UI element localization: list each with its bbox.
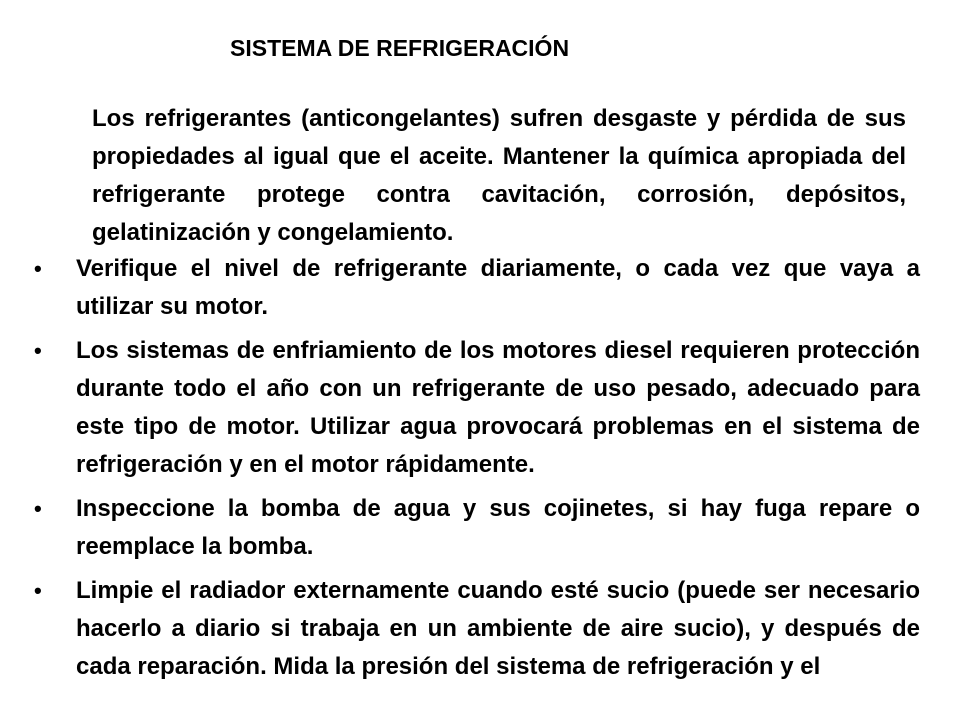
- bullet-marker: •: [34, 578, 42, 603]
- bullet-marker: •: [34, 256, 42, 281]
- bullet-item-radiator-cleaning: [34, 572, 920, 686]
- bullet-text: Verifique el nivel de refrigerante diariamente, o cada vez que vaya a utilizar su motor.: [76, 255, 920, 320]
- bullet-text: Los sistemas de enfriamiento de los motores diesel requieren protección durante todo el año con un refrigerante de uso pesado, adecuado para este tipo de motor. Utilizar agua provocará problemas en el sistema de refrigeración y en el motor rápidamente.: [76, 337, 920, 478]
- bullet-text: Limpie el radiador externamente cuando esté sucio (puede ser necesario hacerlo a diario si trabaja en un ambiente de aire sucio), y después de cada reparación. Mida la presión del sistema de refrigeración y el: [76, 577, 920, 680]
- bullet-list: [0, 250, 960, 692]
- bullet-item-diesel-protection: [34, 332, 920, 484]
- bullet-marker: •: [34, 496, 42, 521]
- intro-paragraph: Los refrigerantes (anticongelantes) sufren desgaste y pérdida de sus propiedades al igual que el aceite. Mantener la química apropiada del refrigerante protege contra cavitación, corrosión, depósitos, gelatinización y congelamiento.: [92, 105, 906, 246]
- slide-title: SISTEMA DE REFRIGERACIÓN: [230, 35, 570, 61]
- bullet-item-level-check: [34, 250, 920, 326]
- bullet-item-water-pump: [34, 490, 920, 566]
- bullet-marker: •: [34, 338, 42, 363]
- bullet-text: Inspeccione la bomba de agua y sus cojinetes, si hay fuga repare o reemplace la bomba.: [76, 495, 920, 560]
